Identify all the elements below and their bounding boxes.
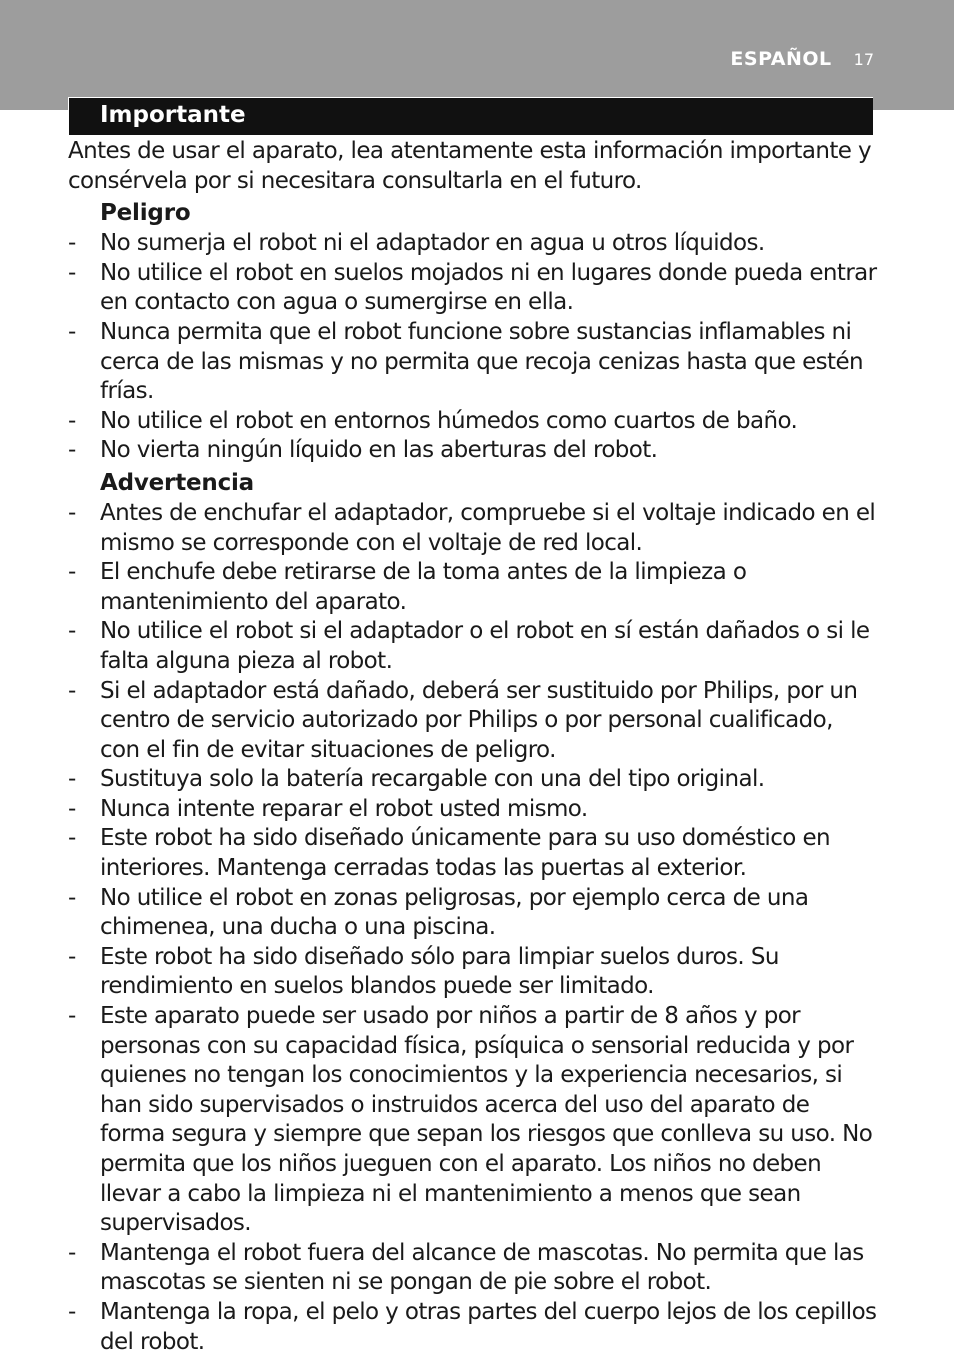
list-item-text: Mantenga la ropa, el pelo y otras partes del cuerpo lejos de los cepillos del robot. [100, 1298, 877, 1355]
language-label: ESPAÑOL [730, 48, 832, 70]
bullet-dash: - [68, 318, 76, 345]
list-item-text: Sustituya solo la batería recargable con una del tipo original. [100, 766, 765, 793]
list-item-text: No utilice el robot en zonas peligrosas, por ejemplo cerca de una chimenea, una ducha o una piscina. [100, 884, 809, 941]
list-item-text: Mantenga el robot fuera del alcance de mascotas. No permita que las mascotas se sienten ni se pongan de pie sobre el robot. [100, 1239, 864, 1296]
list-item-text: El enchufe debe retirarse de la toma antes de la limpieza o mantenimiento del aparato. [100, 559, 747, 615]
list-item [68, 824, 878, 883]
list-item [68, 259, 878, 318]
list-item [68, 1239, 878, 1298]
bullet-dash: - [68, 825, 76, 852]
section-title: Importante [100, 102, 246, 128]
section-title-bar [68, 97, 873, 135]
bullet-dash: - [68, 795, 76, 822]
list-item-text: No utilice el robot si el adaptador o el robot en sí están dañados o si le falta alguna pieza al robot. [100, 618, 870, 674]
advertencia-list [68, 499, 878, 1357]
advertencia-heading: Advertencia [100, 469, 255, 496]
list-item [68, 318, 878, 407]
list-item [68, 1298, 878, 1357]
peligro-heading: Peligro [100, 200, 191, 227]
peligro-list [68, 229, 878, 466]
bullet-dash: - [68, 1003, 76, 1030]
list-item [68, 436, 878, 466]
list-item-text: Nunca intente reparar el robot usted mismo. [100, 795, 588, 822]
running-header [730, 48, 874, 70]
list-item [68, 229, 878, 259]
list-item [68, 1002, 878, 1239]
list-item-text: Si el adaptador está dañado, deberá ser sustituido por Philips, por un centro de servicio autorizado por Philips o por personal cualificado, con el fin de evitar situaciones de peligro. [100, 677, 858, 763]
bullet-dash: - [68, 1298, 76, 1325]
list-item-text: Antes de enchufar el adaptador, compruebe si el voltaje indicado en el mismo se corresponde con el voltaje de red local. [100, 499, 876, 556]
bullet-dash: - [68, 407, 76, 434]
list-item [68, 558, 878, 617]
bullet-dash: - [68, 499, 76, 526]
intro-paragraph: Antes de usar el aparato, lea atentamente esta información importante y consérvela por si necesitara consultarla en el futuro. [68, 138, 872, 194]
list-item-text: No utilice el robot en entornos húmedos como cuartos de baño. [100, 407, 798, 434]
bullet-dash: - [68, 259, 76, 286]
list-item [68, 407, 878, 437]
list-item-text: No utilice el robot en suelos mojados ni en lugares donde pueda entrar en contacto con agua o sumergirse en ella. [100, 259, 877, 316]
list-item-text: No vierta ningún líquido en las aberturas del robot. [100, 437, 658, 464]
list-item [68, 795, 878, 825]
bullet-dash: - [68, 437, 76, 464]
bullet-dash: - [68, 618, 76, 645]
list-item [68, 499, 878, 558]
bullet-dash: - [68, 230, 76, 257]
bullet-dash: - [68, 559, 76, 586]
list-item-text: Este robot ha sido diseñado únicamente para su uso doméstico en interiores. Mantenga cerradas todas las puertas al exterior. [100, 825, 830, 882]
list-item [68, 765, 878, 795]
list-item [68, 617, 878, 676]
list-item [68, 884, 878, 943]
bullet-dash: - [68, 677, 76, 704]
page-body [68, 137, 878, 1357]
page-number: 17 [853, 50, 874, 69]
list-item [68, 677, 878, 766]
list-item-text: Este robot ha sido diseñado sólo para limpiar suelos duros. Su rendimiento en suelos blandos puede ser limitado. [100, 943, 779, 1000]
list-item-text: Nunca permita que el robot funcione sobre sustancias inflamables ni cerca de las mismas y no permita que recoja cenizas hasta que estén frías. [100, 318, 863, 405]
bullet-dash: - [68, 766, 76, 793]
bullet-dash: - [68, 1239, 76, 1266]
list-item-text: No sumerja el robot ni el adaptador en agua u otros líquidos. [100, 230, 765, 257]
list-item-text: Este aparato puede ser usado por niños a partir de 8 años y por personas con su capacidad física, psíquica o sensorial reducida y por quienes no tengan los conocimientos y la experiencia necesarios, si han sido supervisados o instruidos acerca del uso del aparato de forma segura y siempre que sepan los riesgos que conlleva su uso. No permita que los niños jueguen con el aparato. Los niños no deben llevar a cabo la limpieza ni el mantenimiento a menos que sean supervisados. [100, 1003, 873, 1237]
list-item [68, 943, 878, 1002]
bullet-dash: - [68, 943, 76, 970]
bullet-dash: - [68, 884, 76, 911]
